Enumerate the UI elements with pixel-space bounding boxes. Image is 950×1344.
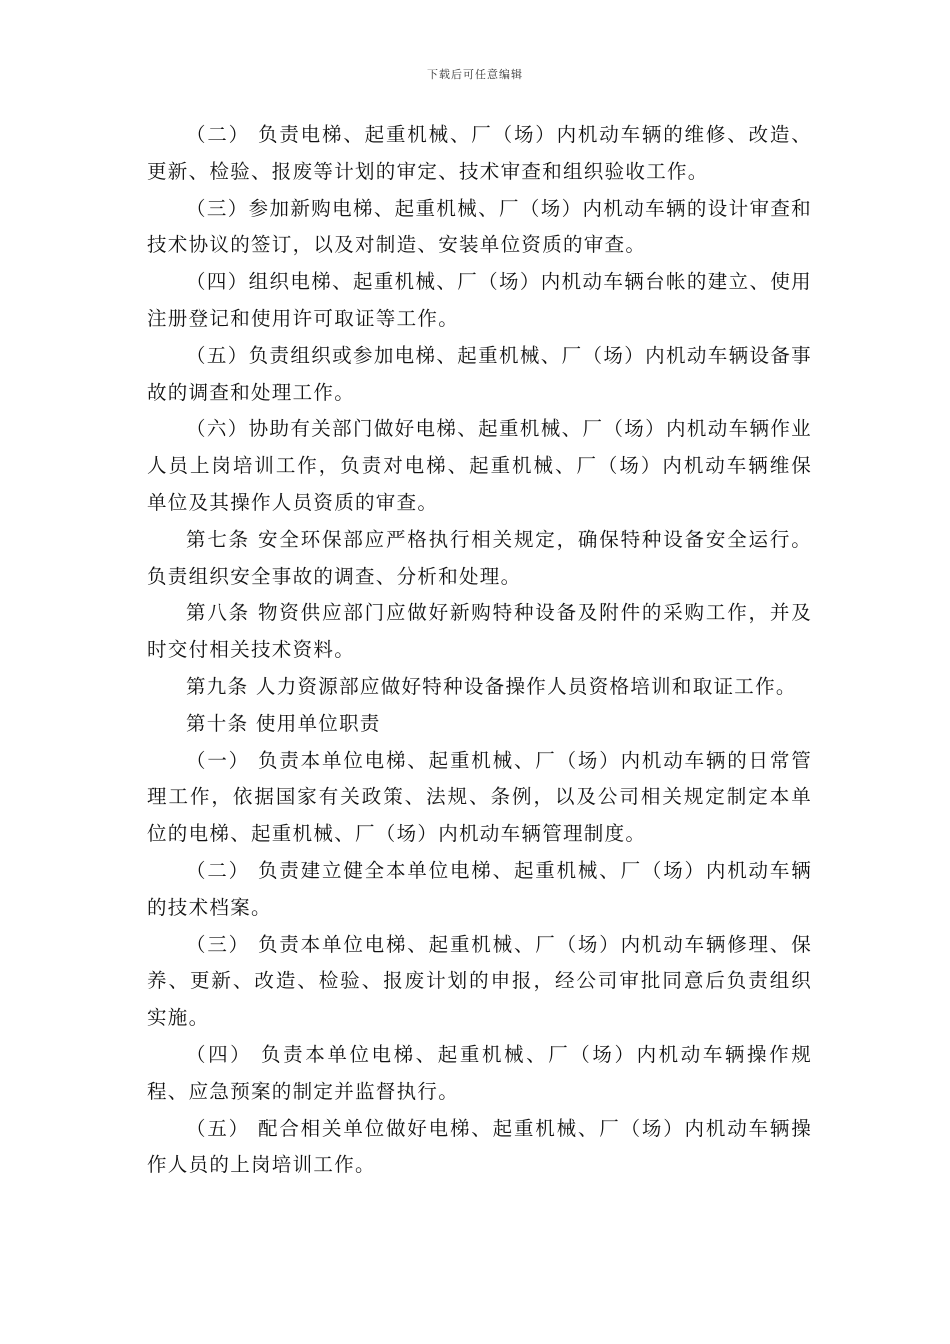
- paragraph-4-item: （四）组织电梯、起重机械、厂（场）内机动车辆台帐的建立、使用注册登记和使用许可取证等工作。: [147, 270, 812, 330]
- paragraph-3-item: （三）参加新购电梯、起重机械、厂（场）内机动车辆的设计审查和技术协议的签订，以及对制造、安装单位资质的审查。: [147, 196, 812, 257]
- article-8: 第八条 物资供应部门应做好新购特种设备及附件的采购工作，并及时交付相关技术资料。: [147, 601, 812, 662]
- article-10-item-1: （一） 负责本单位电梯、起重机械、厂（场）内机动车辆的日常管理工作，依据国家有关政策、法规、条例，以及公司相关规定制定本单位的电梯、起重机械、厂（场）内机动车辆管理制度。: [147, 748, 812, 846]
- article-10-heading: 第十条 使用单位职责: [186, 711, 381, 735]
- article-7: 第七条 安全环保部应严格执行相关规定，确保特种设备安全运行。负责组织安全事故的调查、分析和处理。: [147, 527, 812, 588]
- article-10-item-2: （二） 负责建立健全本单位电梯、起重机械、厂（场）内机动车辆的技术档案。: [147, 858, 812, 919]
- paragraph-2-item: （二） 负责电梯、起重机械、厂（场）内机动车辆的维修、改造、更新、检验、报废等计划的审定、技术审查和组织验收工作。: [147, 123, 812, 183]
- paragraph-6-item: （六）协助有关部门做好电梯、起重机械、厂（场）内机动车辆作业人员上岗培训工作，负责对电梯、起重机械、厂（场）内机动车辆维保单位及其操作人员资质的审查。: [147, 417, 812, 514]
- article-10-item-4: （四） 负责本单位电梯、起重机械、厂（场）内机动车辆操作规程、应急预案的制定并监督执行。: [147, 1042, 812, 1103]
- document-body: [147, 117, 812, 1184]
- paragraph-5-item: （五）负责组织或参加电梯、起重机械、厂（场）内机动车辆设备事故的调查和处理工作。: [147, 343, 812, 404]
- article-10-item-3: （三） 负责本单位电梯、起重机械、厂（场）内机动车辆修理、保养、更新、改造、检验、报废计划的申报，经公司审批同意后负责组织实施。: [147, 932, 812, 1030]
- page-header: 下载后可任意编辑: [427, 68, 523, 81]
- article-9: 第九条 人力资源部应做好特种设备操作人员资格培训和取证工作。: [186, 674, 797, 698]
- article-10-item-5: （五） 配合相关单位做好电梯、起重机械、厂（场）内机动车辆操作人员的上岗培训工作。: [147, 1116, 812, 1177]
